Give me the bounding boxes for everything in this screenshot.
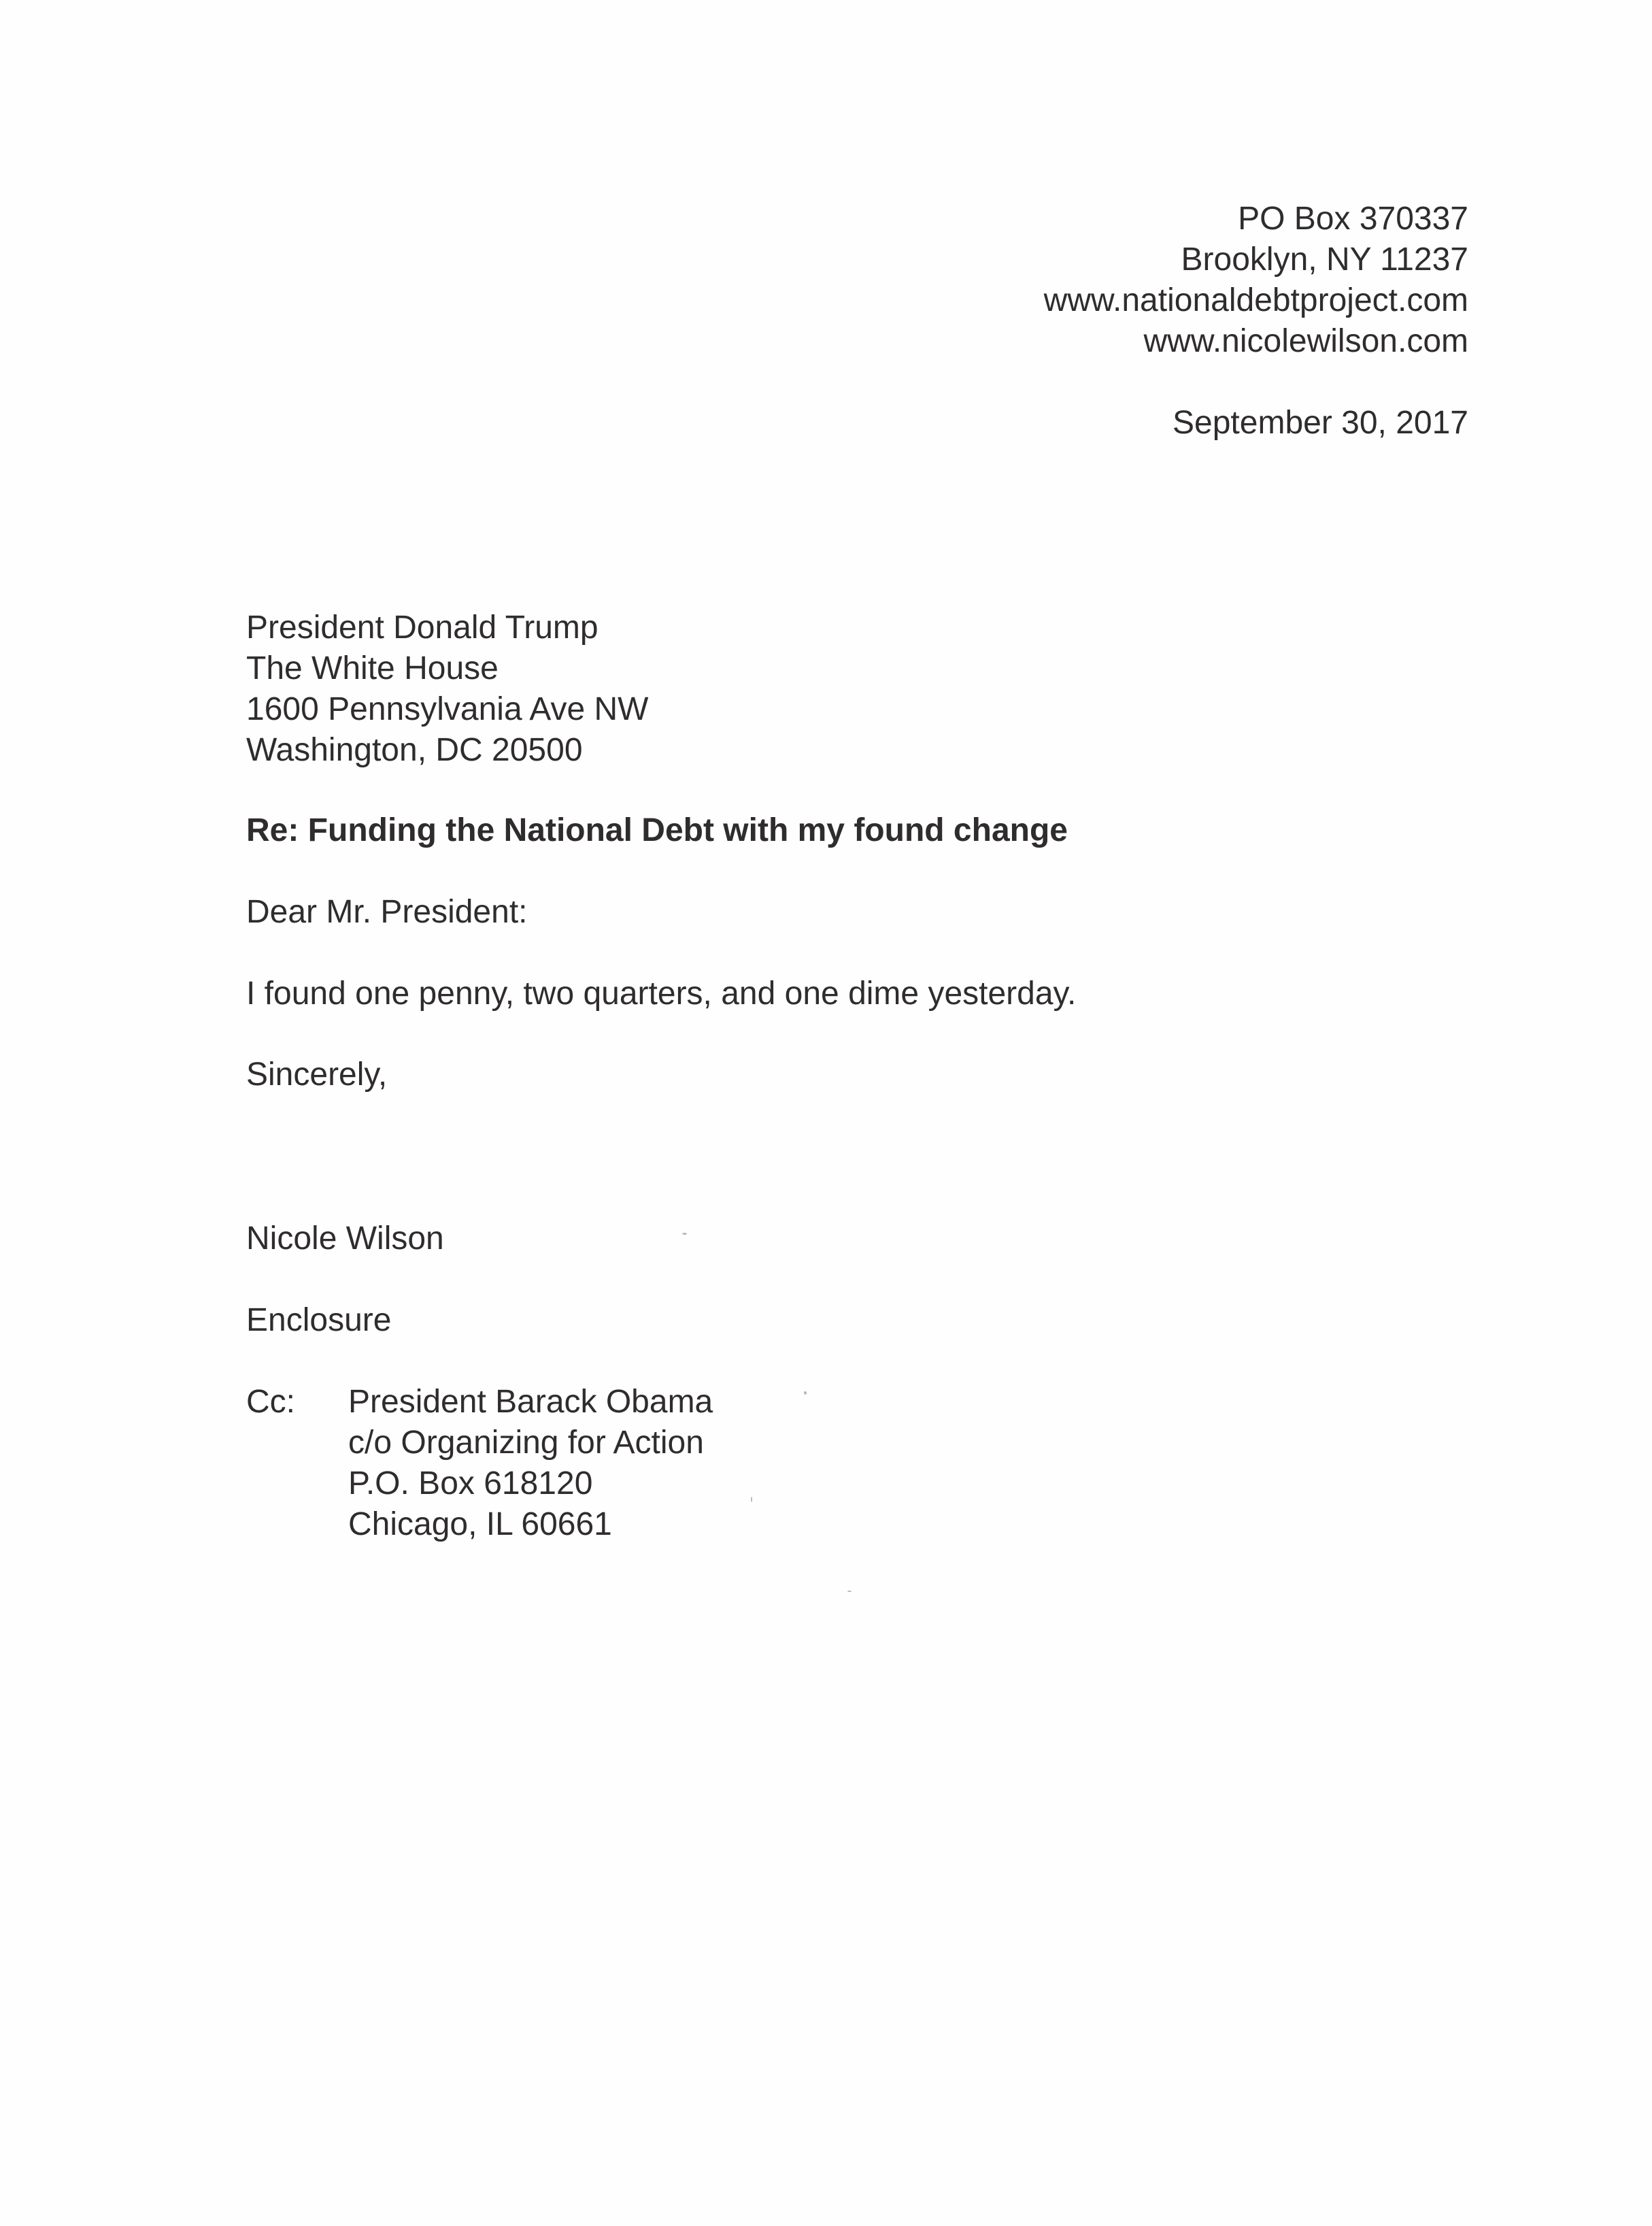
closing: Sincerely, [246, 1057, 388, 1093]
letter-body: I found one penny, two quarters, and one dime yesterday. [246, 976, 1077, 1012]
cc-name: President Barack Obama [348, 1384, 713, 1420]
enclosure-note: Enclosure [246, 1302, 392, 1338]
cc-address-block [348, 1382, 713, 1545]
recipient-org: The White House [246, 650, 499, 686]
cc-org: c/o Organizing for Action [348, 1425, 704, 1461]
recipient-address-block [246, 608, 648, 771]
sender-po-box: PO Box 370337 [1238, 201, 1468, 237]
subject-line: Re: Funding the National Debt with my found change [246, 812, 1068, 848]
cc-box: P.O. Box 618120 [348, 1465, 593, 1501]
recipient-city: Washington, DC 20500 [246, 732, 583, 768]
cc-label: Cc: [246, 1384, 295, 1420]
cc-city: Chicago, IL 60661 [348, 1506, 612, 1542]
scan-speck [751, 1497, 752, 1502]
sender-city: Brooklyn, NY 11237 [1181, 242, 1468, 278]
scan-speck [847, 1591, 852, 1592]
sender-website-1: www.nationaldebtproject.com [1043, 282, 1468, 318]
scan-speck [804, 1391, 807, 1395]
recipient-name: President Donald Trump [246, 610, 599, 646]
signer-name: Nicole Wilson [246, 1220, 444, 1257]
scan-speck [682, 1233, 687, 1235]
sender-address-block [1044, 199, 1468, 362]
recipient-street: 1600 Pennsylvania Ave NW [246, 691, 649, 727]
salutation: Dear Mr. President: [246, 894, 528, 930]
sender-website-2: www.nicolewilson.com [1143, 323, 1468, 359]
letter-date: September 30, 2017 [1173, 405, 1468, 441]
